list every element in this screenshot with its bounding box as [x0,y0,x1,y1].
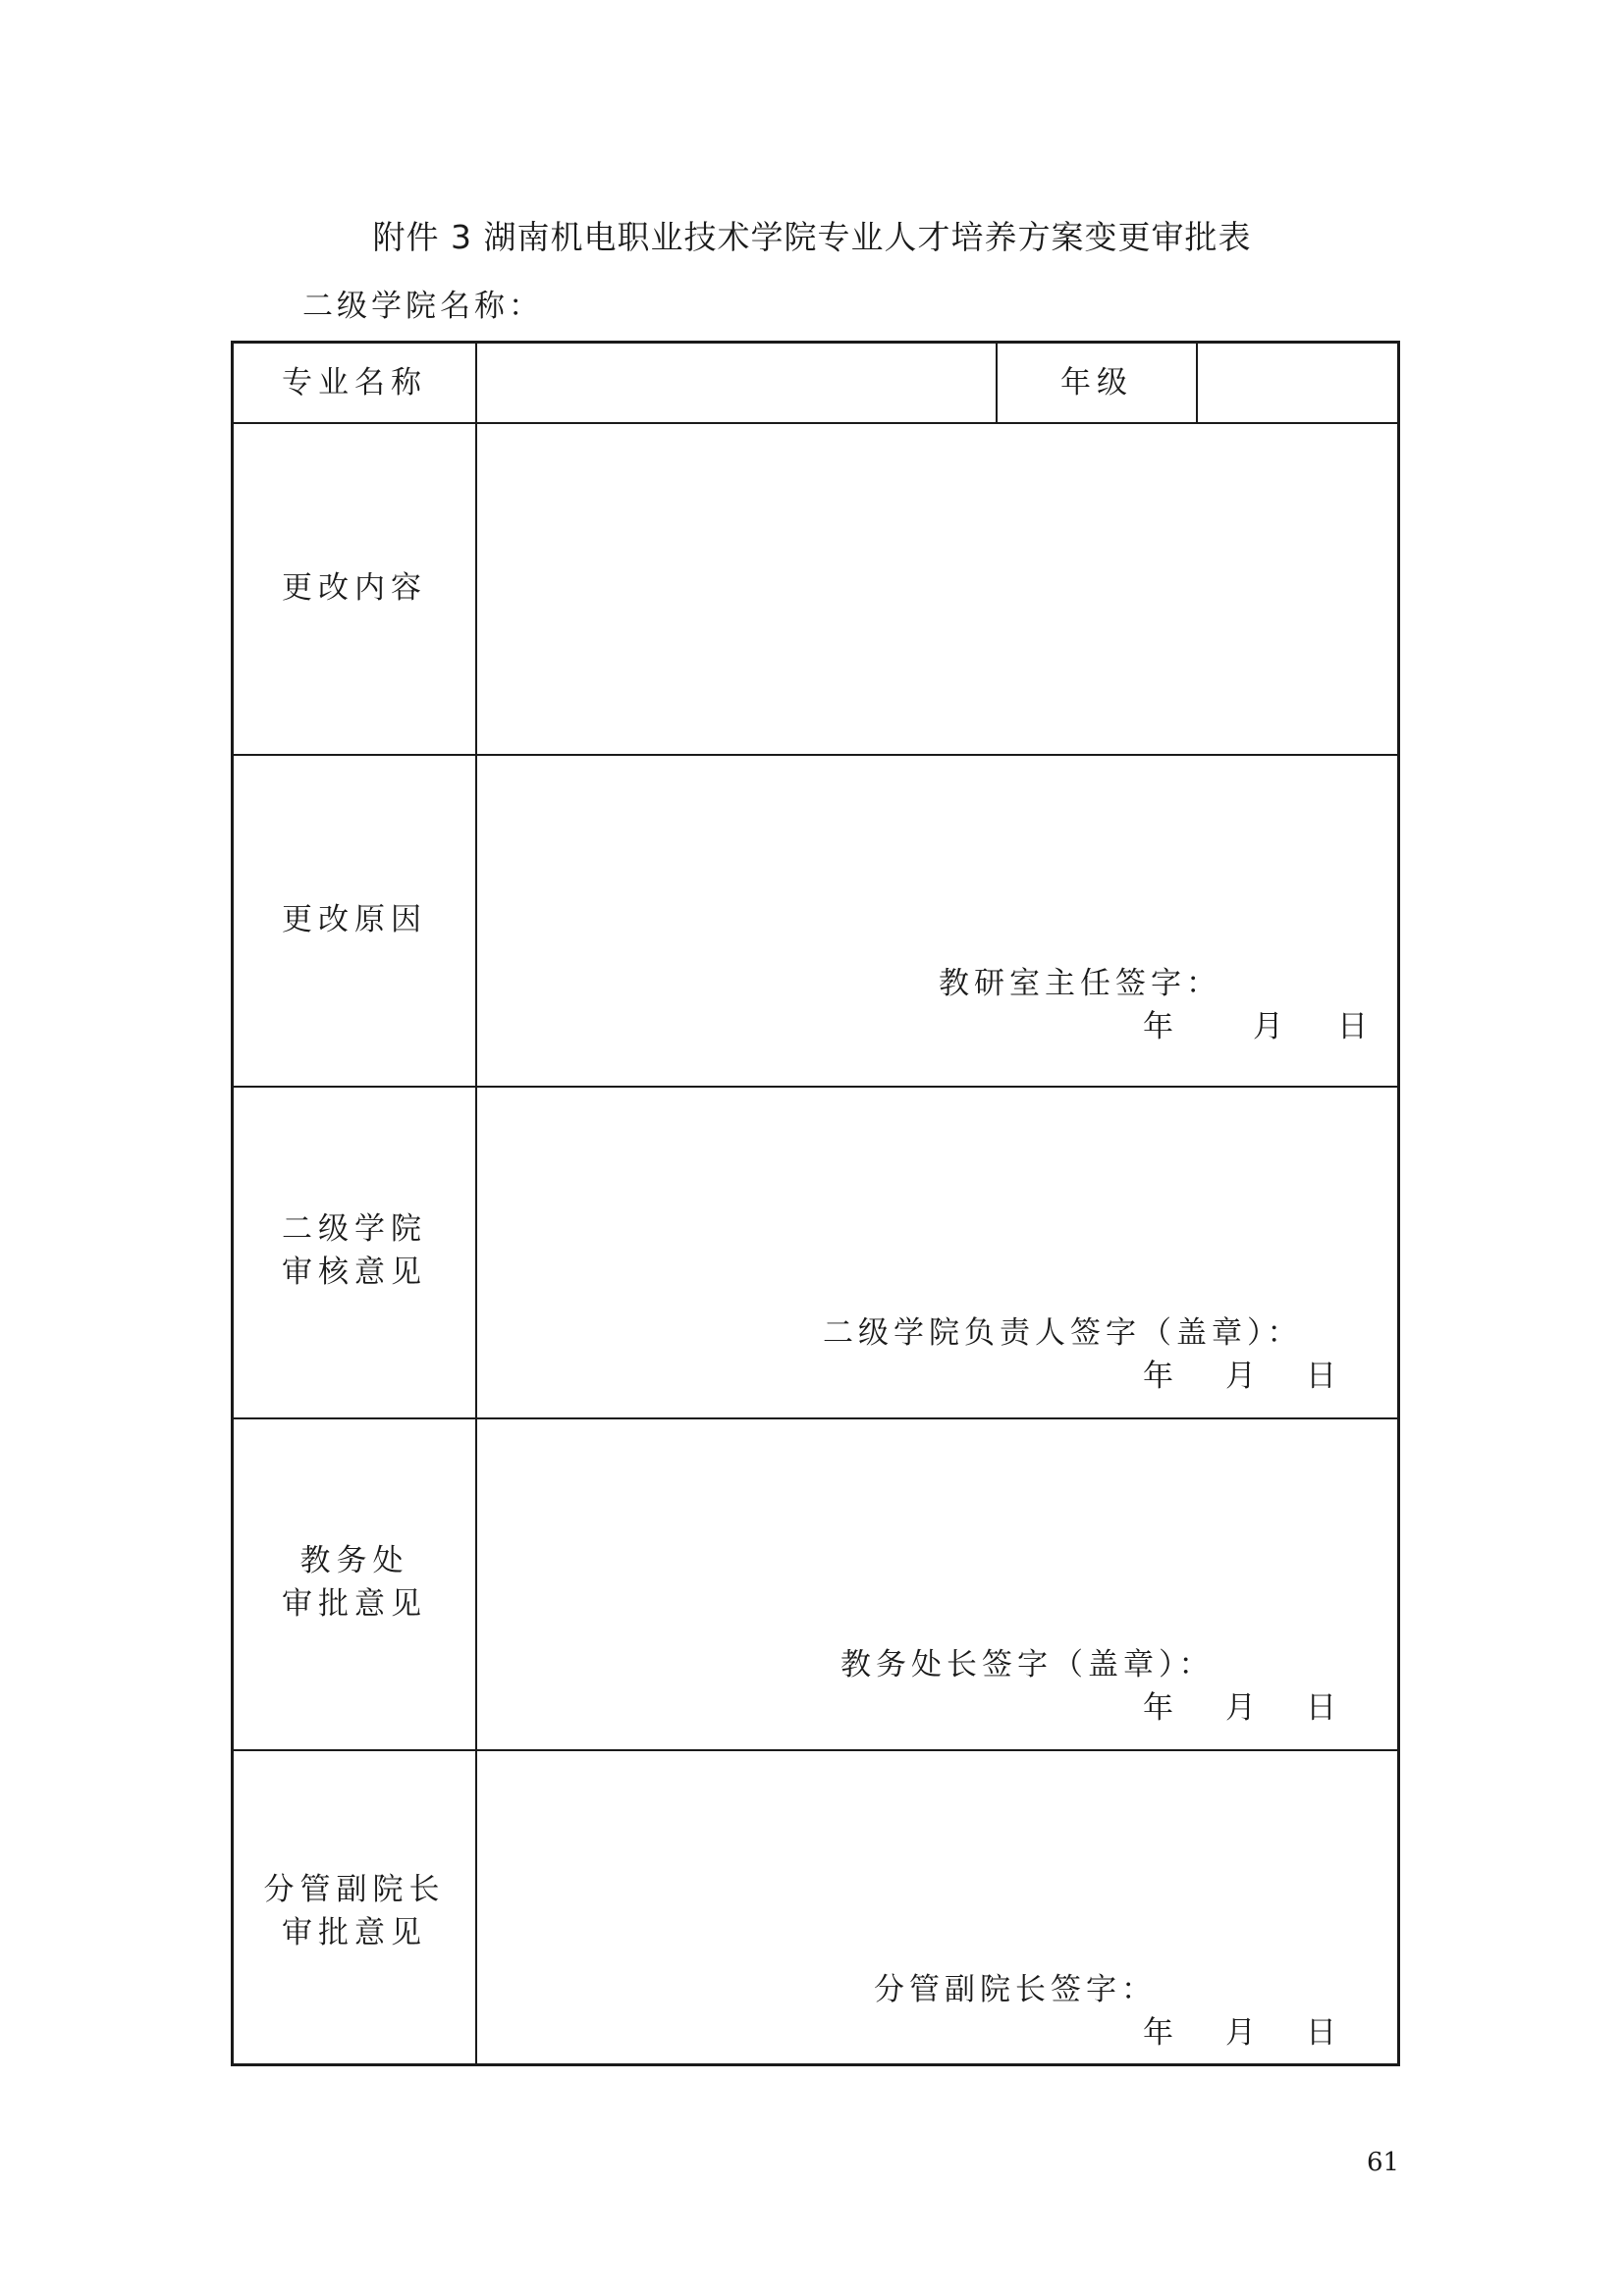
year-label: 年 [1143,1009,1173,1044]
day-label: 日 [1306,1690,1336,1726]
date-line [234,1001,1400,1044]
college-review-label-line2: 审核意见 [282,1255,427,1290]
date-line [234,1351,1400,1394]
major-name-field[interactable] [477,344,996,420]
row-divider [234,1086,1397,1088]
date-line [234,1682,1400,1726]
major-name-label: 专业名称 [282,365,427,400]
change-content-field[interactable] [477,424,1400,754]
grade-field[interactable] [1198,344,1400,420]
year-label: 年 [1143,2015,1173,2051]
page-number: 61 [1367,2148,1400,2177]
academic-office-label-line2: 审批意见 [282,1586,427,1622]
day-label: 日 [1306,1359,1336,1394]
month-label: 月 [1225,2015,1256,2051]
month-label: 月 [1253,1009,1283,1044]
day-label: 日 [1337,1009,1368,1044]
change-reason-label: 更改原因 [282,902,427,937]
year-label: 年 [1143,1359,1173,1394]
academic-office-signature-label: 教务处长签字（盖章）： [840,1647,1215,1682]
row-divider [234,754,1397,756]
vice-president-signature-label: 分管副院长签字： [874,1972,1157,2007]
month-label: 月 [1225,1690,1256,1726]
month-label: 月 [1225,1359,1256,1394]
college-head-signature-label: 二级学院负责人签字（盖章）： [823,1315,1303,1351]
row-divider [234,1749,1397,1751]
day-label: 日 [1306,2015,1336,2051]
grade-label: 年级 [1060,365,1133,400]
document-title: 附件 3 湖南机电职业技术学院专业人才培养方案变更审批表 [372,218,1252,256]
date-line [234,2007,1400,2051]
academic-office-label-line1: 教务处 [299,1543,409,1578]
row-divider [234,1417,1397,1419]
change-content-label: 更改内容 [282,570,427,606]
year-label: 年 [1143,1690,1173,1726]
approval-form-table [231,341,1400,2066]
vice-president-label-line2: 审批意见 [282,1915,427,1950]
college-name-label: 二级学院名称： [302,289,543,324]
college-review-label-line1: 二级学院 [282,1211,427,1247]
vice-president-label-line1: 分管副院长 [263,1872,446,1907]
teaching-director-signature-label: 教研室主任签字： [939,966,1221,1001]
